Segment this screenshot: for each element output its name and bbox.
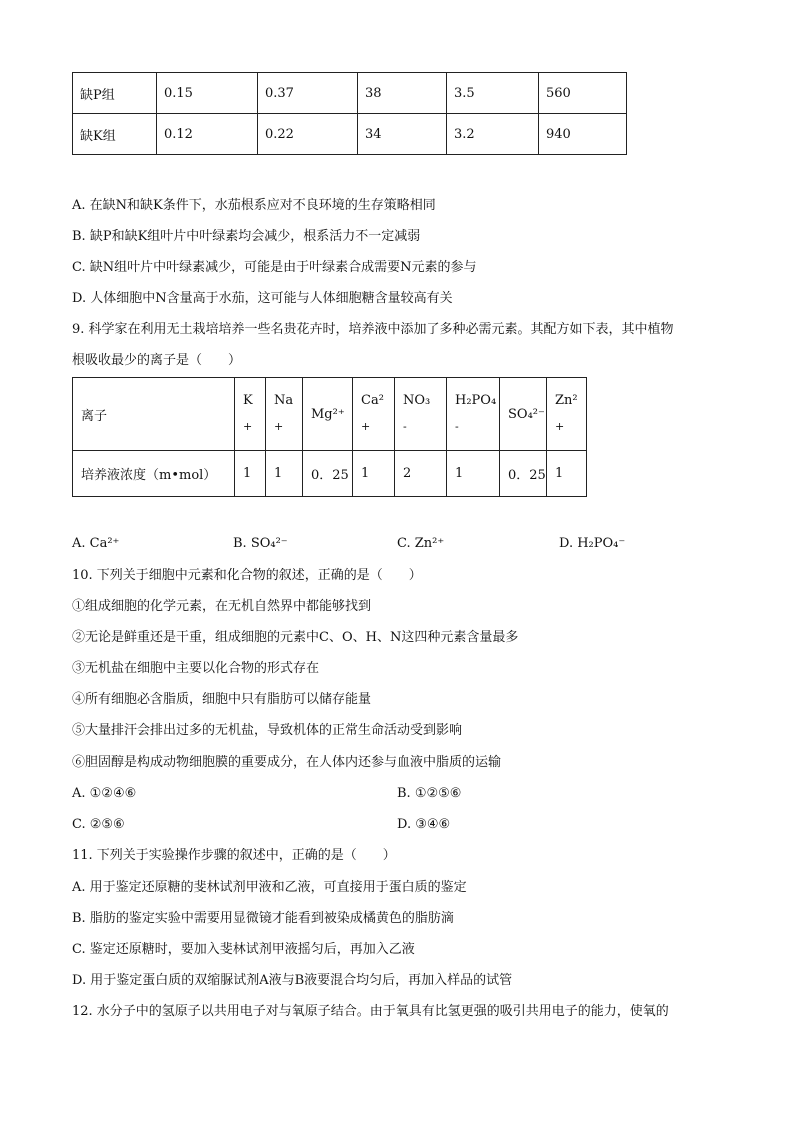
table-cell: 1 bbox=[353, 451, 395, 497]
q8-option-a: A. 在缺N和缺K条件下，水茄根系应对不良环境的生存策略相同 bbox=[72, 198, 436, 213]
q10-item-3: ③无机盐在细胞中主要以化合物的形式存在 bbox=[72, 661, 320, 676]
table-cell: 3.2 bbox=[447, 114, 539, 155]
table-row bbox=[73, 73, 627, 114]
row-label-ion: 离子 bbox=[73, 378, 235, 451]
ion-symbol: Ca² bbox=[361, 393, 384, 408]
row-label-concentration: 培养液浓度（m•mol） bbox=[73, 451, 235, 497]
ion-header bbox=[500, 378, 547, 451]
q9-option-a: A. Ca²⁺ bbox=[72, 536, 120, 551]
q11-option-b: B. 脂肪的鉴定实验中需要用显微镜才能看到被染成橘黄色的脂肪滴 bbox=[72, 911, 454, 926]
ion-symbol: SO₄²⁻ bbox=[508, 406, 545, 422]
q10-option-a: A. ①②④⑥ bbox=[72, 786, 137, 801]
ion-header bbox=[266, 378, 303, 451]
q10-option-d: D. ③④⑥ bbox=[397, 817, 451, 832]
table-cell: 38 bbox=[358, 73, 447, 114]
q11-option-c: C. 鉴定还原糖时，要加入斐林试剂甲液摇匀后，再加入乙液 bbox=[72, 942, 415, 957]
q10-item-2: ②无论是鲜重还是干重，组成细胞的元素中C、O、H、N这四种元素含量最多 bbox=[72, 630, 519, 645]
ion-header bbox=[395, 378, 447, 451]
table-cell: 3.5 bbox=[447, 73, 539, 114]
table-cell: 0.12 bbox=[157, 114, 258, 155]
ion-header bbox=[547, 378, 587, 451]
q10-item-4: ④所有细胞必含脂质，细胞中只有脂肪可以储存能量 bbox=[72, 692, 372, 707]
q8-option-c: C. 缺N组叶片中叶绿素减少，可能是由于叶绿素合成需要N元素的参与 bbox=[72, 260, 477, 275]
nutrient-solution-table bbox=[72, 377, 587, 497]
ion-symbol: NO₃ bbox=[403, 393, 431, 408]
table-cell: 0．25 bbox=[500, 451, 547, 497]
ion-charge: + bbox=[555, 420, 565, 433]
ion-symbol: Na bbox=[274, 393, 294, 408]
ion-charge: + bbox=[361, 420, 371, 433]
table-cell: 2 bbox=[395, 451, 447, 497]
table-cell: 1 bbox=[235, 451, 266, 497]
ion-symbol: Zn² bbox=[555, 393, 578, 408]
q8-option-b: B. 缺P和缺K组叶片中叶绿素均会减少，根系活力不一定减弱 bbox=[72, 229, 421, 244]
table-cell: 0.37 bbox=[258, 73, 358, 114]
table-cell: 560 bbox=[539, 73, 627, 114]
ion-header bbox=[353, 378, 395, 451]
ion-symbol: K bbox=[243, 393, 253, 408]
q11-stem: 11. 下列关于实验操作步骤的叙述中，正确的是（ ） bbox=[72, 848, 396, 863]
table-row bbox=[73, 378, 587, 451]
table-cell: 940 bbox=[539, 114, 627, 155]
table-cell: 缺P组 bbox=[73, 73, 157, 114]
nutrient-deficiency-table bbox=[72, 72, 627, 155]
ion-symbol: H₂PO₄ bbox=[455, 393, 497, 408]
table-cell: 缺K组 bbox=[73, 114, 157, 155]
q9-option-d: D. H₂PO₄⁻ bbox=[559, 536, 626, 551]
table-cell: 0．25 bbox=[303, 451, 353, 497]
q9-option-c: C. Zn²⁺ bbox=[397, 536, 445, 551]
table-row bbox=[73, 114, 627, 155]
table-cell: 0.22 bbox=[258, 114, 358, 155]
table-row bbox=[73, 451, 587, 497]
q12-stem: 12. 水分子中的氢原子以共用电子对与氧原子结合。由于氧具有比氢更强的吸引共用电子的能力，使氧的 bbox=[72, 1004, 669, 1019]
q10-stem: 10. 下列关于细胞中元素和化合物的叙述，正确的是（ ） bbox=[72, 568, 422, 583]
table-cell: 1 bbox=[447, 451, 500, 497]
q11-option-a: A. 用于鉴定还原糖的斐林试剂甲液和乙液，可直接用于蛋白质的鉴定 bbox=[72, 880, 467, 895]
q9-stem-line-2: 根吸收最少的离子是（ ） bbox=[72, 353, 242, 368]
ion-symbol: Mg²⁺ bbox=[311, 406, 345, 422]
ion-header bbox=[235, 378, 266, 451]
q10-option-b: B. ①②⑤⑥ bbox=[397, 786, 462, 801]
ion-charge: + bbox=[274, 420, 284, 433]
ion-header bbox=[447, 378, 500, 451]
q10-item-6: ⑥胆固醇是构成动物细胞膜的重要成分，在人体内还参与血液中脂质的运输 bbox=[72, 755, 502, 770]
q11-option-d: D. 用于鉴定蛋白质的双缩脲试剂A液与B液要混合均匀后，再加入样品的试管 bbox=[72, 973, 513, 988]
q8-option-d: D. 人体细胞中N含量高于水茄，这可能与人体细胞糖含量较高有关 bbox=[72, 291, 453, 306]
q10-item-5: ⑤大量排汗会排出过多的无机盐，导致机体的正常生命活动受到影响 bbox=[72, 723, 463, 738]
table-cell: 34 bbox=[358, 114, 447, 155]
table-cell: 1 bbox=[547, 451, 587, 497]
q9-stem-line-1: 9. 科学家在利用无土栽培培养一些名贵花卉时，培养液中添加了多种必需元素。其配方如下表，其中植物 bbox=[72, 322, 674, 337]
ion-charge: + bbox=[243, 420, 253, 433]
q10-option-c: C. ②⑤⑥ bbox=[72, 817, 125, 832]
ion-charge: - bbox=[455, 420, 459, 433]
ion-header bbox=[303, 378, 353, 451]
q9-option-b: B. SO₄²⁻ bbox=[233, 536, 288, 551]
q10-item-1: ①组成细胞的化学元素，在无机自然界中都能够找到 bbox=[72, 599, 372, 614]
table-cell: 0.15 bbox=[157, 73, 258, 114]
ion-charge: - bbox=[403, 420, 407, 433]
table-cell: 1 bbox=[266, 451, 303, 497]
